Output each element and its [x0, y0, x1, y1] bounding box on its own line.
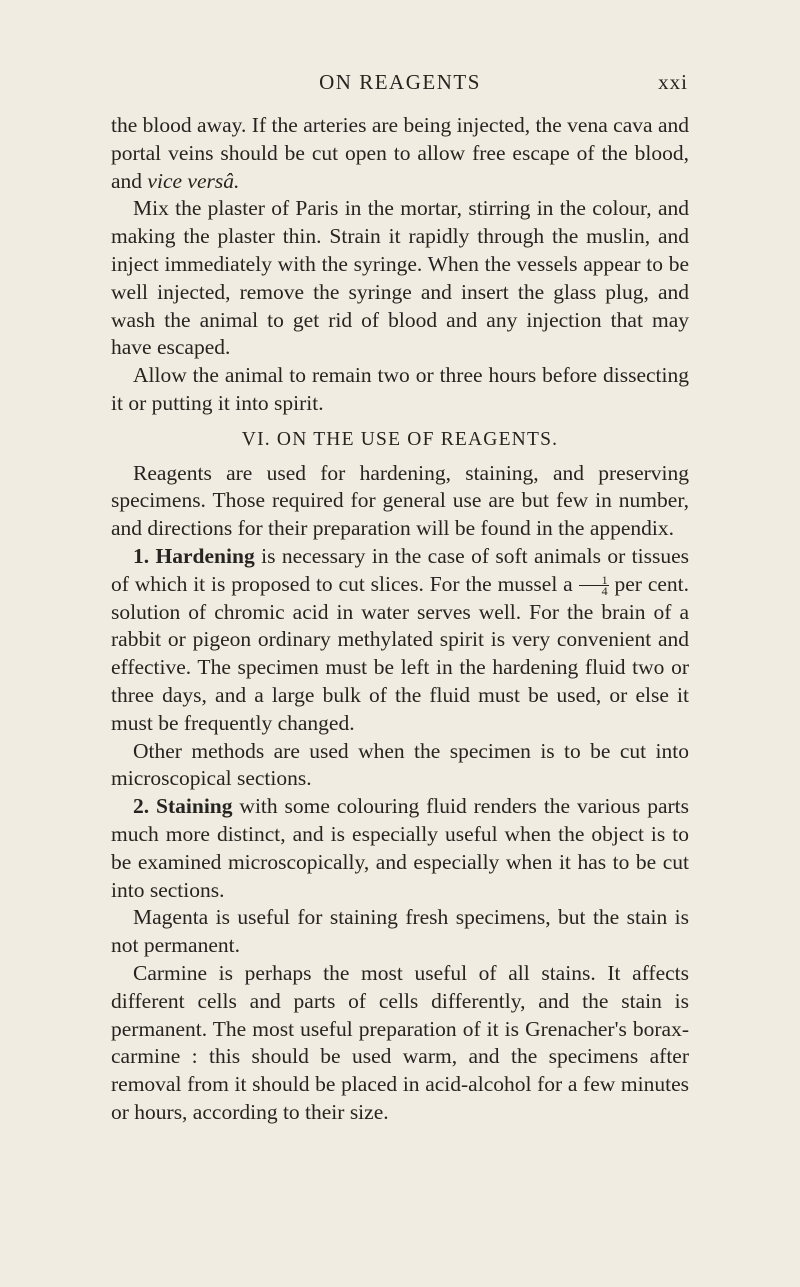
paragraph-reagents-intro: Reagents are used for hardening, staining, and preserving specimens. Those required for general use are but few in number, and directions for their preparation will be found in the appendix. [111, 460, 689, 541]
staining-label: 2. Staining [133, 794, 233, 819]
paragraph-staining [111, 793, 689, 904]
fraction-numerator: 1 [579, 575, 609, 586]
paragraph-plaster: Mix the plaster of Paris in the mortar, stirring in the colour, and making the plaster thin. Strain it rapidly through the muslin, and inject immediately with the syringe. When the vessels appear to be well injected, remove the syringe and insert the glass plug, and wash the animal to get rid of blood and any injection that may have escaped. [111, 196, 689, 360]
paragraph-text: per cent. solution of chromic acid in water serves well. For the brain of a rabbit or pigeon ordinary methylated spirit is very convenient and effective. The specimen must be left in the hardening fluid two or three days, and a large bulk of the fluid must be used, or else it must be frequently changed. [111, 571, 689, 735]
section-heading: VI. ON THE USE OF REAGENTS. [241, 428, 559, 450]
paragraph-magenta: Magenta is useful for staining fresh specimens, but the stain is not permanent. [111, 905, 689, 958]
paragraph-text: is necessary in the case of soft animals or tissues of which it is proposed to cut slices. For the mussel a [111, 543, 690, 596]
fraction-denominator: 4 [601, 584, 608, 599]
running-title: ON REAGENTS [319, 70, 481, 94]
hardening-label: 1. Hardening [133, 543, 255, 568]
paragraph-other-methods: Other methods are used when the specimen is to be cut into microscopical sections. [111, 738, 689, 791]
body-text [111, 112, 689, 1127]
fraction [579, 573, 609, 599]
paragraph-text: the blood away. If the arteries are being injected, the vena cava and portal veins should be cut open to allow free escape of the blood, and [111, 113, 689, 193]
paragraph-carmine: Carmine is perhaps the most useful of all stains. It affects different cells and parts of cells differently, and the stain is permanent. The most useful preparation of it is Grenacher's borax-carmine : this should be used warm, and the specimens after removal from it should be placed in acid-alcohol for a few minutes or hours, according to their size. [111, 960, 689, 1124]
paragraph-text: with some colouring fluid renders the various parts much more distinct, and is especially useful when the object is to be examined microscopically, and especially when it has to be cut into sections. [111, 794, 689, 902]
running-head [0, 70, 800, 100]
paragraph-allow-animal: Allow the animal to remain two or three hours before dissecting it or putting it into spirit. [111, 363, 689, 415]
italic-phrase: vice versâ. [147, 168, 240, 193]
paragraph-hardening [111, 543, 689, 738]
page-number: xxi [658, 70, 688, 94]
paragraph-blood-escape [111, 112, 689, 195]
